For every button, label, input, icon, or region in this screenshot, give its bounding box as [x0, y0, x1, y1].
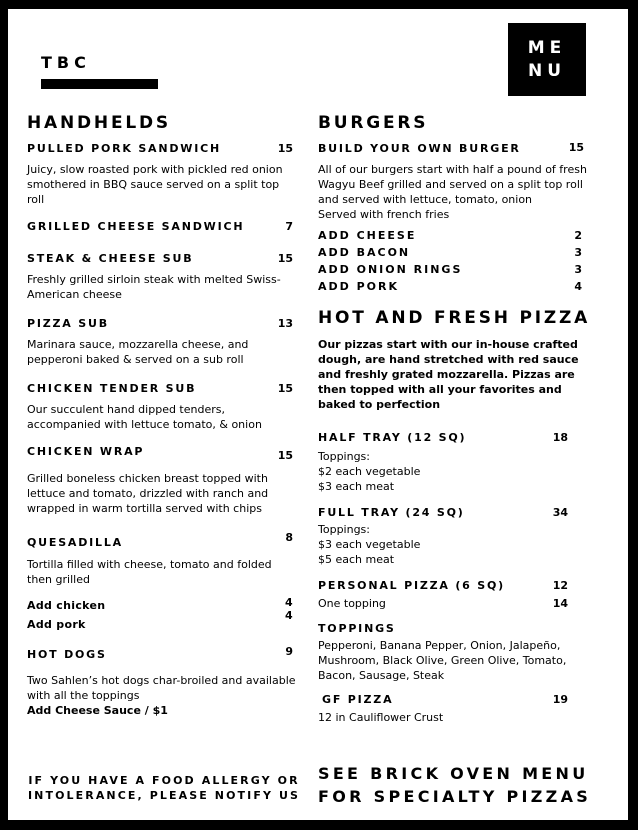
- brand-name: TBC: [41, 53, 91, 72]
- addon-name: Add pork: [27, 618, 86, 631]
- item-line: $5 each meat: [318, 553, 395, 566]
- item-price: 12: [552, 579, 568, 592]
- item-name: GRILLED CHEESE SANDWICH: [27, 220, 245, 233]
- item-price: 19: [552, 693, 568, 706]
- item-line: $3 each meat: [318, 480, 395, 493]
- allergy-line-2: INTOLERANCE, PLEASE NOTIFY US: [27, 789, 301, 802]
- item-line: $3 each vegetable: [318, 538, 421, 551]
- addon-price: 2: [574, 229, 584, 242]
- addon-price: 3: [574, 246, 584, 259]
- addon-name: ADD PORK: [318, 280, 400, 293]
- item-name: HOT DOGS: [27, 648, 107, 661]
- hotdog-addon: Add Cheese Sauce / $1: [27, 704, 168, 717]
- menu-item: [27, 444, 297, 516]
- brick-oven-note: [318, 762, 591, 808]
- item-price: 15: [277, 142, 293, 155]
- burger-addons: [318, 227, 588, 295]
- addon-row: [318, 227, 588, 244]
- allergy-line-1: IF YOU HAVE A FOOD ALLERGY OR: [28, 774, 300, 787]
- item-price: 13: [277, 317, 293, 330]
- item-description: Pepperoni, Banana Pepper, Onion, Jalapeño, Mushroom, Black Olive, Green Olive, Tomato, Bacon, Sausage, Steak: [318, 639, 567, 682]
- menu-item: [318, 621, 588, 683]
- pizza-intro: Our pizzas start with our in-house crafted dough, are hand stretched with red sauce and freshly grated mozzarella. Pizzas are then topped with all your favorites and baked to perfection: [318, 338, 579, 411]
- addon-row: [318, 261, 588, 278]
- item-name: GF PIZZA: [322, 693, 394, 706]
- addon-price: 4: [285, 596, 293, 609]
- addon-price: 3: [574, 263, 584, 276]
- menu-item: [27, 251, 297, 302]
- item-price: 9: [285, 645, 293, 658]
- item-line: One topping: [318, 597, 386, 610]
- item-price: 15: [277, 252, 293, 265]
- item-description: Tortilla filled with cheese, tomato and folded then grilled: [27, 558, 272, 586]
- addon-row: [27, 596, 297, 615]
- item-name: CHICKEN TENDER SUB: [27, 382, 197, 395]
- menu-item: [318, 505, 588, 567]
- allergy-notice: [24, 773, 304, 803]
- item-name: PIZZA SUB: [27, 317, 109, 330]
- menu-item: [318, 430, 588, 494]
- menu-item: [27, 381, 297, 432]
- item-name: CHICKEN WRAP: [27, 445, 145, 458]
- item-name: FULL TRAY (24 SQ): [318, 506, 465, 519]
- menu-item: [318, 692, 588, 725]
- menu-page: [8, 9, 628, 820]
- item-description: All of our burgers start with half a pound of fresh Wagyu Beef grilled and served on a split top roll and served with lettuce, tomato, onion: [318, 163, 587, 206]
- item-name: TOPPINGS: [318, 622, 396, 635]
- item-description: Grilled boneless chicken breast topped with lettuce and tomato, drizzled with ranch and wrapped in warm tortilla served with chips: [27, 472, 269, 515]
- menu-item: [27, 647, 297, 718]
- item-description: Juicy, slow roasted pork with pickled red onion smothered in BBQ sauce served on a split top roll: [27, 163, 283, 206]
- item-line: Toppings:: [318, 450, 370, 463]
- handhelds-column: [27, 112, 297, 718]
- addon-price: 4: [574, 280, 584, 293]
- addon-name: ADD CHEESE: [318, 229, 417, 242]
- item-price: 18: [552, 431, 568, 444]
- item-description: Two Sahlen’s hot dogs char-broiled and available with all the toppings: [27, 674, 296, 702]
- item-price: 34: [552, 506, 568, 519]
- menu-item: [318, 578, 588, 611]
- item-price: 15: [277, 449, 293, 462]
- addon-name: ADD ONION RINGS: [318, 263, 463, 276]
- menu-item: [27, 316, 297, 367]
- addon-row: [318, 244, 588, 261]
- brick-line-2: FOR SPECIALTY PIZZAS: [318, 787, 592, 806]
- menu-badge-line-1: ME: [527, 38, 567, 58]
- item-description: Our succulent hand dipped tenders, accompanied with lettuce tomato, & onion: [27, 403, 262, 431]
- quesadilla-addons: [27, 596, 297, 634]
- item-description: Freshly grilled sirloin steak with melted Swiss-American cheese: [27, 273, 281, 301]
- item-price: 7: [285, 220, 293, 233]
- addon-name: Add chicken: [27, 599, 106, 612]
- item-name: QUESADILLA: [27, 536, 123, 549]
- menu-badge-line-2: NU: [527, 61, 567, 81]
- item-name: PULLED PORK SANDWICH: [27, 142, 222, 155]
- item-description-2: Served with french fries: [318, 208, 450, 221]
- menu-item: [27, 219, 297, 234]
- item-line: $2 each vegetable: [318, 465, 421, 478]
- pizza-title: HOT AND FRESH PIZZA: [318, 308, 591, 328]
- item-description: 12 in Cauliflower Crust: [318, 711, 444, 724]
- item-price: 15: [277, 382, 293, 395]
- item-name: PERSONAL PIZZA (6 SQ): [318, 579, 505, 592]
- item-price-2: 14: [552, 597, 568, 610]
- menu-item: [318, 141, 588, 222]
- brand-underline: [41, 79, 158, 89]
- addon-name: ADD BACON: [318, 246, 411, 259]
- menu-item: [27, 531, 297, 587]
- menu-badge: [508, 23, 586, 96]
- menu-item: [27, 141, 297, 207]
- handhelds-title: HANDHELDS: [27, 113, 171, 133]
- item-name: STEAK & CHEESE SUB: [27, 252, 194, 265]
- addon-price: 4: [285, 609, 293, 622]
- brick-line-1: SEE BRICK OVEN MENU: [318, 764, 589, 783]
- item-description: Marinara sauce, mozzarella cheese, and pepperoni baked & served on a sub roll: [27, 338, 249, 366]
- addon-row: [27, 609, 297, 634]
- item-line: Toppings:: [318, 523, 370, 536]
- item-name: BUILD YOUR OWN BURGER: [318, 142, 521, 155]
- addon-row: [318, 278, 588, 295]
- burgers-title: BURGERS: [318, 113, 429, 133]
- item-name: HALF TRAY (12 SQ): [318, 431, 467, 444]
- item-price: 15: [568, 141, 584, 154]
- item-price: 8: [285, 531, 293, 544]
- burgers-pizza-column: [318, 112, 591, 725]
